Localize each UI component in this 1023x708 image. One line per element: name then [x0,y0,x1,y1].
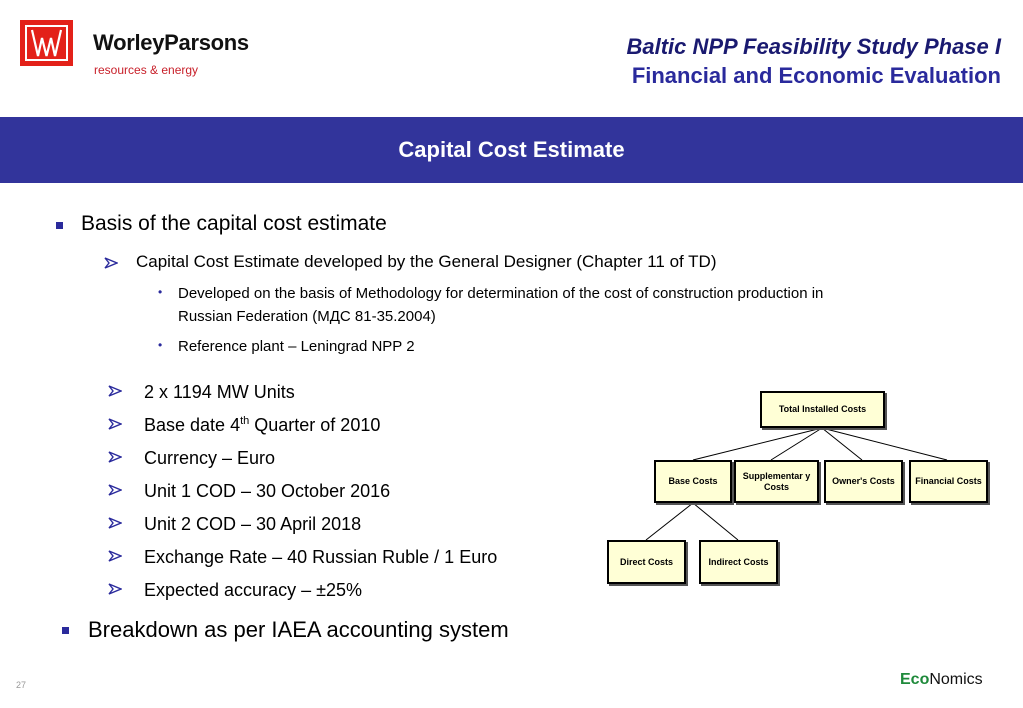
point-methodology-line2: Russian Federation (МДС 81-35.2004) [178,308,436,325]
bullet-basis: Basis of the capital cost estimate [81,212,387,235]
brand-tagline: resources & energy [94,63,199,77]
sub-bullet-general-designer: Capital Cost Estimate developed by the General Designer (Chapter 11 of TD) [136,252,717,271]
org-node-owners-costs: Owner's Costs [824,460,903,503]
org-node-financial-costs: Financial Costs [909,460,988,503]
economics-logo: EcoNomics [900,671,983,688]
org-node-base-costs: Base Costs [654,460,732,503]
org-node-direct-costs: Direct Costs [607,540,686,584]
page-number: 27 [16,680,27,690]
item-unit1-cod: Unit 1 COD – 30 October 2016 [144,481,391,501]
point-reference-plant: Reference plant – Leningrad NPP 2 [178,338,415,355]
item-exchange-rate: Exchange Rate – 40 Russian Ruble / 1 Euro [144,547,498,567]
item-base-date: Base date 4th Quarter of 2010 [144,415,381,435]
org-node-indirect-costs: Indirect Costs [699,540,778,584]
brand-name: WorleyParsons [93,30,249,55]
point-methodology-line1: Developed on the basis of Methodology for determination of the cost of construction production in [178,285,824,302]
org-node-supplementary-costs: Supplementar y Costs [734,460,819,503]
item-currency: Currency – Euro [144,448,276,468]
bullet-breakdown: Breakdown as per IAEA accounting system [88,617,509,642]
item-units: 2 x 1194 MW Units [144,382,295,402]
org-node-total-installed-costs: Total Installed Costs [760,391,885,428]
section-title: Capital Cost Estimate [398,137,625,162]
page-subtitle: Financial and Economic Evaluation [631,63,1001,88]
dot-bullet-icon: • [158,338,163,352]
item-unit2-cod: Unit 2 COD – 30 April 2018 [144,514,362,534]
page-title: Baltic NPP Feasibility Study Phase I [626,34,1001,59]
item-accuracy: Expected accuracy – ±25% [144,580,362,600]
dot-bullet-icon: • [158,285,163,299]
